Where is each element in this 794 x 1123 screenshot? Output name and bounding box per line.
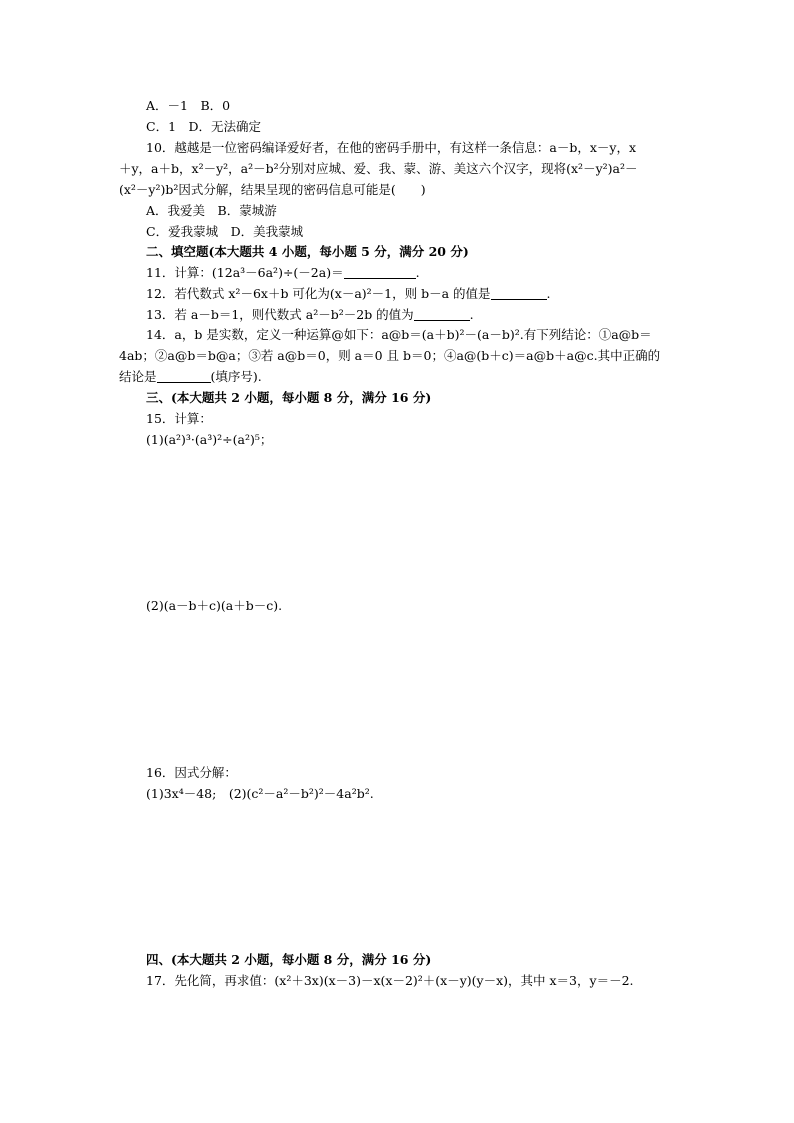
q14-answer-blank[interactable]	[157, 370, 211, 383]
section3-heading: 三、(本大题共 2 小题，每小题 8 分，满分 16 分)	[146, 390, 432, 405]
q16-title: 16．因式分解：	[146, 765, 237, 780]
section2-heading: 二、填空题(本大题共 4 小题，每小题 5 分，满分 20 分)	[146, 244, 469, 259]
q10-line1: 10．越越是一位密码编译爱好者，在他的密码手册中，有这样一条信息：a－b，x－y，x	[146, 140, 637, 155]
q9-options-ab: A．－1 B．0	[146, 98, 231, 113]
q11-text: 11．计算：(12a³－6a²)÷(－2a)＝	[146, 265, 344, 280]
q13-end: .	[469, 307, 474, 322]
q13-answer-blank[interactable]	[414, 308, 470, 321]
q9-options-cd: C．1 D．无法确定	[146, 119, 262, 134]
q14-line2: 4ab；②a@b＝b@a；③若 a@b＝0，则 a＝0 且 b＝0；④a@(b＋c)＝a@b＋a@c.其中正确的	[119, 348, 661, 363]
q14-line3-end: (填序号).	[210, 369, 262, 384]
q10-options-cd: C．爱我蒙城 D．美我蒙城	[146, 224, 304, 239]
q13-text: 13．若 a－b＝1，则代数式 a²－b²－2b 的值为	[146, 307, 414, 322]
section4-heading: 四、(本大题共 2 小题，每小题 8 分，满分 16 分)	[146, 952, 432, 967]
q10-line3: (x²－y²)b²因式分解，结果呈现的密码信息可能是( )	[119, 182, 426, 197]
q13	[146, 306, 474, 324]
q11-answer-blank[interactable]	[344, 266, 416, 279]
q12	[146, 285, 551, 303]
q12-answer-blank[interactable]	[491, 287, 547, 300]
q14-line3	[119, 368, 262, 386]
q10-options-ab: A．我爱美 B．蒙城游	[146, 203, 277, 218]
q10-line2: ＋y，a＋b，x²－y²，a²－b²分别对应城、爱、我、蒙、游、美这六个汉字，现将(x²－y²)a²－	[119, 161, 638, 176]
q15-part1: (1)(a²)³·(a³)²÷(a²)⁵；	[146, 432, 273, 447]
q12-end: .	[546, 286, 551, 301]
q17-text: 17．先化简，再求值：(x²＋3x)(x－3)－x(x－2)²＋(x－y)(y－x)，其中 x＝3，y＝－2.	[146, 973, 634, 988]
q12-text: 12．若代数式 x²－6x＋b 可化为(x－a)²－1，则 b－a 的值是	[146, 286, 491, 301]
q11-end: .	[415, 265, 420, 280]
q15-part2: (2)(a－b＋c)(a＋b－c).	[146, 598, 283, 613]
q11	[146, 264, 420, 282]
q16-parts: (1)3x⁴－48; (2)(c²－a²－b²)²－4a²b².	[146, 786, 374, 801]
q14-line1: 14．a，b 是实数，定义一种运算@如下：a@b＝(a＋b)²－(a－b)².有下列结论：①a@b＝	[146, 327, 652, 342]
q15-title: 15．计算：	[146, 411, 212, 426]
q14-line3-start: 结论是	[119, 369, 157, 384]
